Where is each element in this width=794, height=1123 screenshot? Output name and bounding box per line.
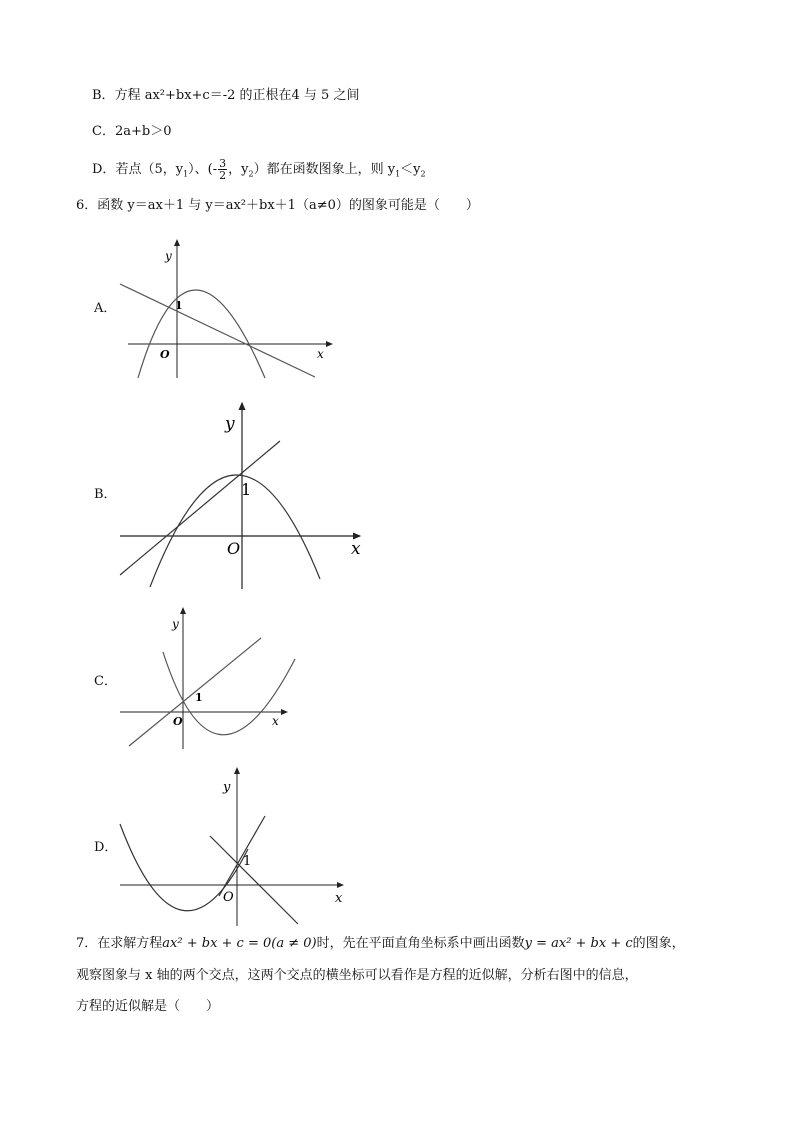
y-label: y [225, 414, 235, 434]
q7-line-3: 方程的近似解是（ ） [76, 999, 220, 1014]
origin-label: O [160, 348, 170, 361]
x-label: x [272, 714, 279, 728]
q5-d-part: ＜y [400, 162, 421, 177]
q5-d-sub: 1 [183, 169, 189, 179]
q7-text: 的图象， [632, 936, 685, 951]
q5-d-part: ）都在函数图象上，则 y [253, 162, 396, 177]
line [120, 284, 315, 377]
q6-number: 6． [76, 198, 98, 213]
q6-stem [76, 196, 479, 216]
q5-option-b-text: 方程 ax²+bx+c＝-2 的正根在4 与 5 之间 [114, 88, 360, 103]
q5-d-part: ）、(- [188, 162, 218, 177]
q5-d-part: ，y [228, 162, 249, 177]
q6-graph-c [115, 604, 300, 752]
q6-option-a-label: A． [94, 301, 117, 316]
q5-option-b-label: B． [92, 88, 115, 103]
q5-d-part: 若点（5，y [115, 162, 184, 177]
q7-function: y = ax² + bx + c [524, 936, 633, 951]
line [120, 441, 280, 575]
q5-option-b [92, 86, 359, 106]
q5-d-sub: 1 [395, 169, 401, 179]
q7-text: 在求解方程 [97, 936, 163, 951]
y-label: y [165, 249, 172, 263]
q7-line-2: 观察图象与 x 轴的两个交点，这两个交点的横坐标可以看作是方程的近似解，分析右图中的信息， [76, 968, 638, 983]
parabola [138, 290, 265, 378]
q7-text: 时，先在平面直角坐标系中画出函数 [316, 936, 525, 951]
q5-d-fraction [218, 158, 227, 181]
q6-graph-b [115, 397, 365, 592]
origin-label: O [223, 890, 234, 905]
q5-d-sub: 2 [248, 169, 254, 179]
q5-option-c-label: C． [92, 124, 115, 139]
q6-option-b-label: B． [94, 487, 117, 502]
one-label: 1 [243, 854, 252, 869]
q6-option-c-label: C． [94, 674, 117, 689]
origin-label: O [173, 715, 183, 728]
q6-graph-a [110, 232, 340, 382]
fraction-denominator: 2 [219, 169, 227, 182]
one-label: 1 [195, 691, 203, 704]
one-label: 1 [175, 299, 183, 312]
one-label: 1 [241, 480, 252, 499]
y-label: y [172, 617, 179, 631]
q7-equation: ax² + bx + c = 0(a ≠ 0) [162, 936, 317, 951]
q5-option-c [92, 122, 171, 142]
q5-option-d [92, 158, 426, 185]
x-label: x [351, 539, 361, 559]
q5-option-c-text: 2a+b＞0 [114, 124, 172, 139]
q7-line-1 [76, 934, 685, 954]
q6-option-d-label: D． [94, 840, 118, 855]
x-label: x [335, 891, 343, 906]
y-label: y [223, 780, 231, 795]
parabola [150, 475, 320, 587]
line [210, 836, 298, 924]
fraction-numerator: 3 [219, 157, 227, 170]
q5-option-d-label: D． [92, 162, 116, 177]
q6-text: 函数 y＝ax＋1 与 y＝ax²＋bx＋1（a≠0）的图象可能是（ ） [97, 198, 479, 213]
q7-number: 7． [76, 936, 98, 951]
origin-label: O [227, 539, 241, 558]
q6-graph-d [115, 764, 350, 929]
q5-d-sub: 2 [420, 169, 426, 179]
x-label: x [317, 347, 324, 361]
